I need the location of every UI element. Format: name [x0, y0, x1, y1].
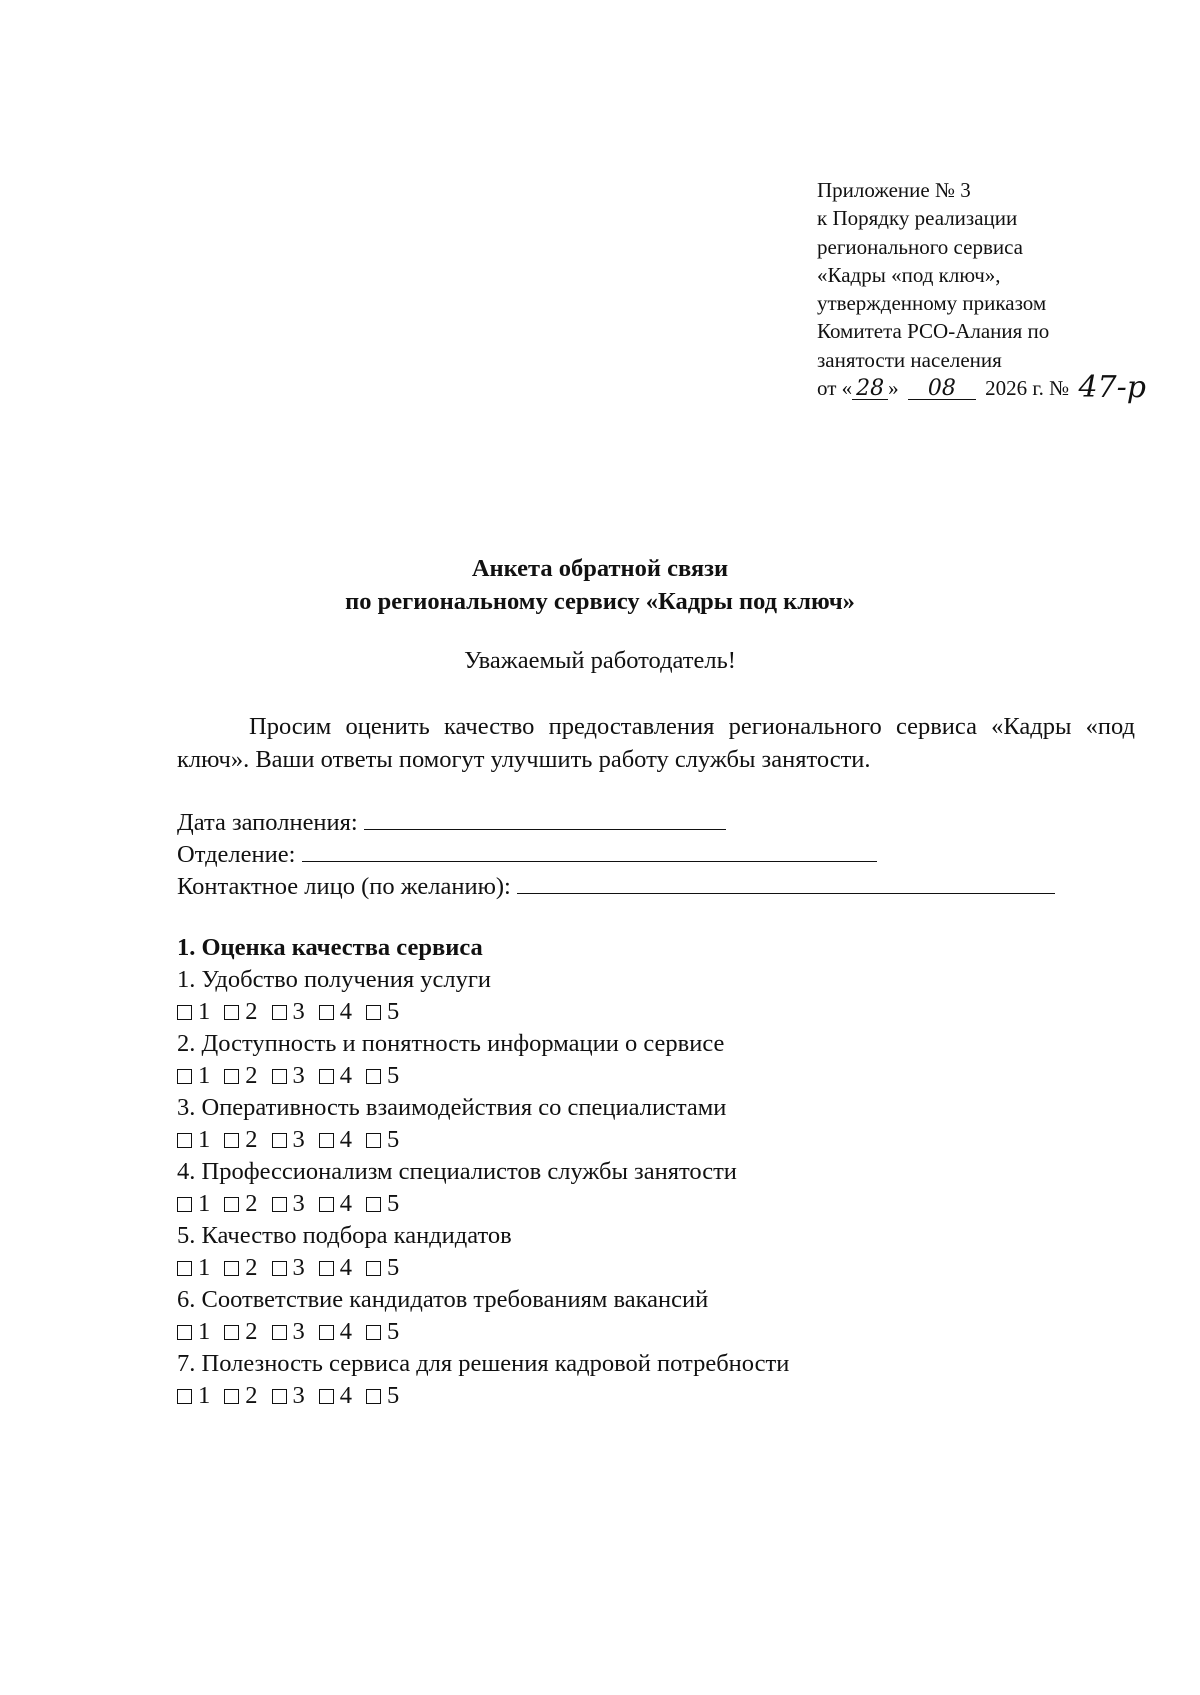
handwritten-day: 28	[852, 379, 888, 400]
checkbox[interactable]	[272, 1197, 287, 1212]
rating-label: 3	[292, 1254, 305, 1281]
rating-option[interactable]	[224, 1380, 257, 1412]
question-text: 1. Удобство получения услуги	[177, 966, 492, 993]
rating-label: 4	[339, 1382, 352, 1409]
rating-option[interactable]	[366, 1060, 399, 1092]
rating-option[interactable]	[177, 1124, 210, 1156]
rating-option[interactable]	[177, 1380, 210, 1412]
checkbox[interactable]	[366, 1325, 381, 1340]
rating-label: 1	[198, 998, 211, 1025]
rating-option[interactable]	[177, 1316, 210, 1348]
checkbox[interactable]	[366, 1133, 381, 1148]
appendix-block	[817, 176, 1146, 406]
rating-label: 2	[245, 998, 258, 1025]
section-title: 1. Оценка качества сервиса	[177, 934, 483, 961]
date-year: 2026 г. №	[985, 376, 1070, 401]
department-field-label: Отделение:	[177, 841, 296, 868]
rating-option[interactable]	[224, 1188, 257, 1220]
rating-option[interactable]	[224, 1124, 257, 1156]
rating-option[interactable]	[319, 1316, 352, 1348]
rating-label: 4	[339, 1062, 352, 1089]
rating-label: 2	[245, 1190, 258, 1217]
checkbox[interactable]	[319, 1325, 334, 1340]
rating-label: 2	[245, 1062, 258, 1089]
appendix-line: «Кадры «под ключ»,	[817, 262, 1001, 287]
rating-label: 4	[339, 998, 352, 1025]
rating-label: 1	[198, 1190, 211, 1217]
rating-label: 3	[292, 1126, 305, 1153]
rating-label: 4	[339, 1318, 352, 1345]
rating-option[interactable]	[224, 1252, 257, 1284]
greeting: Уважаемый работодатель!	[464, 647, 736, 674]
appendix-line: Приложение № 3	[817, 178, 971, 202]
checkbox[interactable]	[177, 1133, 192, 1148]
checkbox[interactable]	[319, 1261, 334, 1276]
appendix-line: Комитета РСО-Алания по	[817, 319, 1050, 344]
handwritten-month: 08	[908, 379, 976, 400]
rating-scale	[177, 1252, 789, 1284]
rating-option[interactable]	[177, 1060, 210, 1092]
intro-text: Просим оценить качество предоставления регионального сервиса «Кадры «под ключ». Ваши ответы помогут улучшить работу службы занятости.	[177, 713, 1135, 773]
rating-label: 2	[245, 1254, 258, 1281]
respondent-fields	[177, 805, 1055, 901]
rating-option[interactable]	[272, 1060, 305, 1092]
rating-label: 3	[292, 1190, 305, 1217]
checkbox[interactable]	[177, 1261, 192, 1276]
rating-option[interactable]	[272, 1188, 305, 1220]
checkbox[interactable]	[272, 1325, 287, 1340]
rating-option[interactable]	[272, 1380, 305, 1412]
checkbox[interactable]	[177, 1069, 192, 1084]
checkbox[interactable]	[272, 1069, 287, 1084]
checkbox[interactable]	[224, 1261, 239, 1276]
appendix-date-line	[817, 370, 1146, 406]
rating-label: 4	[339, 1254, 352, 1281]
checkbox[interactable]	[224, 1133, 239, 1148]
rating-option[interactable]	[177, 996, 210, 1028]
appendix-line: утвержденному приказом	[817, 291, 1047, 316]
rating-option[interactable]	[177, 1252, 210, 1284]
rating-option[interactable]	[319, 1380, 352, 1412]
rating-label: 5	[387, 1062, 400, 1089]
checkbox[interactable]	[224, 1005, 239, 1020]
rating-label: 1	[198, 1126, 211, 1153]
rating-label: 3	[292, 1062, 305, 1089]
rating-label: 1	[198, 1254, 211, 1281]
survey-section-1	[177, 932, 789, 1412]
rating-option[interactable]	[177, 1188, 210, 1220]
rating-option[interactable]	[319, 1060, 352, 1092]
rating-option[interactable]	[366, 1124, 399, 1156]
rating-label: 2	[245, 1382, 258, 1409]
question-text: 7. Полезность сервиса для решения кадровой потребности	[177, 1350, 790, 1377]
appendix-line: регионального сервиса	[817, 234, 1024, 259]
rating-scale	[177, 1316, 789, 1348]
rating-label: 4	[339, 1190, 352, 1217]
checkbox[interactable]	[366, 1069, 381, 1084]
rating-option[interactable]	[366, 1380, 399, 1412]
checkbox[interactable]	[272, 1133, 287, 1148]
checkbox[interactable]	[224, 1069, 239, 1084]
rating-label: 3	[292, 998, 305, 1025]
rating-option[interactable]	[366, 996, 399, 1028]
rating-option[interactable]	[224, 1316, 257, 1348]
rating-scale	[177, 1060, 789, 1092]
appendix-line: к Порядку реализации	[817, 206, 1018, 231]
document-title	[0, 552, 1200, 618]
department-field-row	[177, 837, 1055, 869]
contact-field-label: Контактное лицо (по желанию):	[177, 873, 511, 900]
handwritten-order-number: 47-р	[1078, 370, 1146, 406]
rating-label: 5	[387, 1318, 400, 1345]
date-mid: »	[888, 376, 899, 401]
checkbox[interactable]	[319, 1069, 334, 1084]
rating-option[interactable]	[319, 996, 352, 1028]
rating-label: 5	[387, 1254, 400, 1281]
rating-scale	[177, 1188, 789, 1220]
rating-label: 4	[339, 1126, 352, 1153]
rating-label: 1	[198, 1318, 211, 1345]
rating-option[interactable]	[272, 996, 305, 1028]
rating-label: 3	[292, 1382, 305, 1409]
checkbox[interactable]	[319, 1197, 334, 1212]
checkbox[interactable]	[366, 1005, 381, 1020]
rating-label: 5	[387, 1190, 400, 1217]
rating-option[interactable]	[319, 1124, 352, 1156]
question-text: 2. Доступность и понятность информации о сервисе	[177, 1030, 725, 1057]
rating-option[interactable]	[224, 1060, 257, 1092]
rating-label: 5	[387, 1382, 400, 1409]
rating-option[interactable]	[272, 1124, 305, 1156]
date-prefix: от «	[817, 376, 853, 401]
title-line-2: по региональному сервису «Кадры под ключ»	[345, 588, 855, 615]
checkbox[interactable]	[177, 1325, 192, 1340]
rating-label: 5	[387, 1126, 400, 1153]
contact-field-blank[interactable]	[517, 869, 1055, 894]
rating-scale	[177, 996, 789, 1028]
title-line-1: Анкета обратной связи	[471, 555, 729, 582]
question-text: 4. Профессионализм специалистов службы занятости	[177, 1158, 737, 1185]
rating-label: 2	[245, 1126, 258, 1153]
checkbox[interactable]	[319, 1005, 334, 1020]
checkbox[interactable]	[224, 1197, 239, 1212]
checkbox[interactable]	[319, 1133, 334, 1148]
department-field-blank[interactable]	[302, 837, 877, 862]
checkbox[interactable]	[366, 1261, 381, 1276]
checkbox[interactable]	[272, 1389, 287, 1404]
intro-paragraph	[177, 710, 1135, 776]
checkbox[interactable]	[272, 1005, 287, 1020]
checkbox[interactable]	[177, 1197, 192, 1212]
rating-label: 5	[387, 998, 400, 1025]
rating-option[interactable]	[224, 996, 257, 1028]
date-field-row	[177, 805, 1055, 837]
question-text: 5. Качество подбора кандидатов	[177, 1222, 512, 1249]
contact-field-row	[177, 869, 1055, 901]
rating-option[interactable]	[366, 1188, 399, 1220]
appendix-line: занятости населения	[817, 347, 1002, 372]
rating-option[interactable]	[366, 1316, 399, 1348]
rating-label: 2	[245, 1318, 258, 1345]
checkbox[interactable]	[224, 1325, 239, 1340]
date-field-label: Дата заполнения:	[177, 809, 358, 836]
rating-label: 1	[198, 1382, 211, 1409]
date-field-blank[interactable]	[364, 805, 726, 830]
checkbox[interactable]	[177, 1389, 192, 1404]
question-text: 3. Оперативность взаимодействия со специалистами	[177, 1094, 727, 1121]
rating-label: 1	[198, 1062, 211, 1089]
checkbox[interactable]	[366, 1197, 381, 1212]
rating-option[interactable]	[319, 1188, 352, 1220]
rating-option[interactable]	[272, 1316, 305, 1348]
checkbox[interactable]	[319, 1389, 334, 1404]
checkbox[interactable]	[272, 1261, 287, 1276]
rating-option[interactable]	[272, 1252, 305, 1284]
question-text: 6. Соответствие кандидатов требованиям вакансий	[177, 1286, 709, 1313]
checkbox[interactable]	[177, 1005, 192, 1020]
rating-option[interactable]	[366, 1252, 399, 1284]
rating-scale	[177, 1380, 789, 1412]
rating-option[interactable]	[319, 1252, 352, 1284]
rating-scale	[177, 1124, 789, 1156]
checkbox[interactable]	[224, 1389, 239, 1404]
rating-label: 3	[292, 1318, 305, 1345]
checkbox[interactable]	[366, 1389, 381, 1404]
